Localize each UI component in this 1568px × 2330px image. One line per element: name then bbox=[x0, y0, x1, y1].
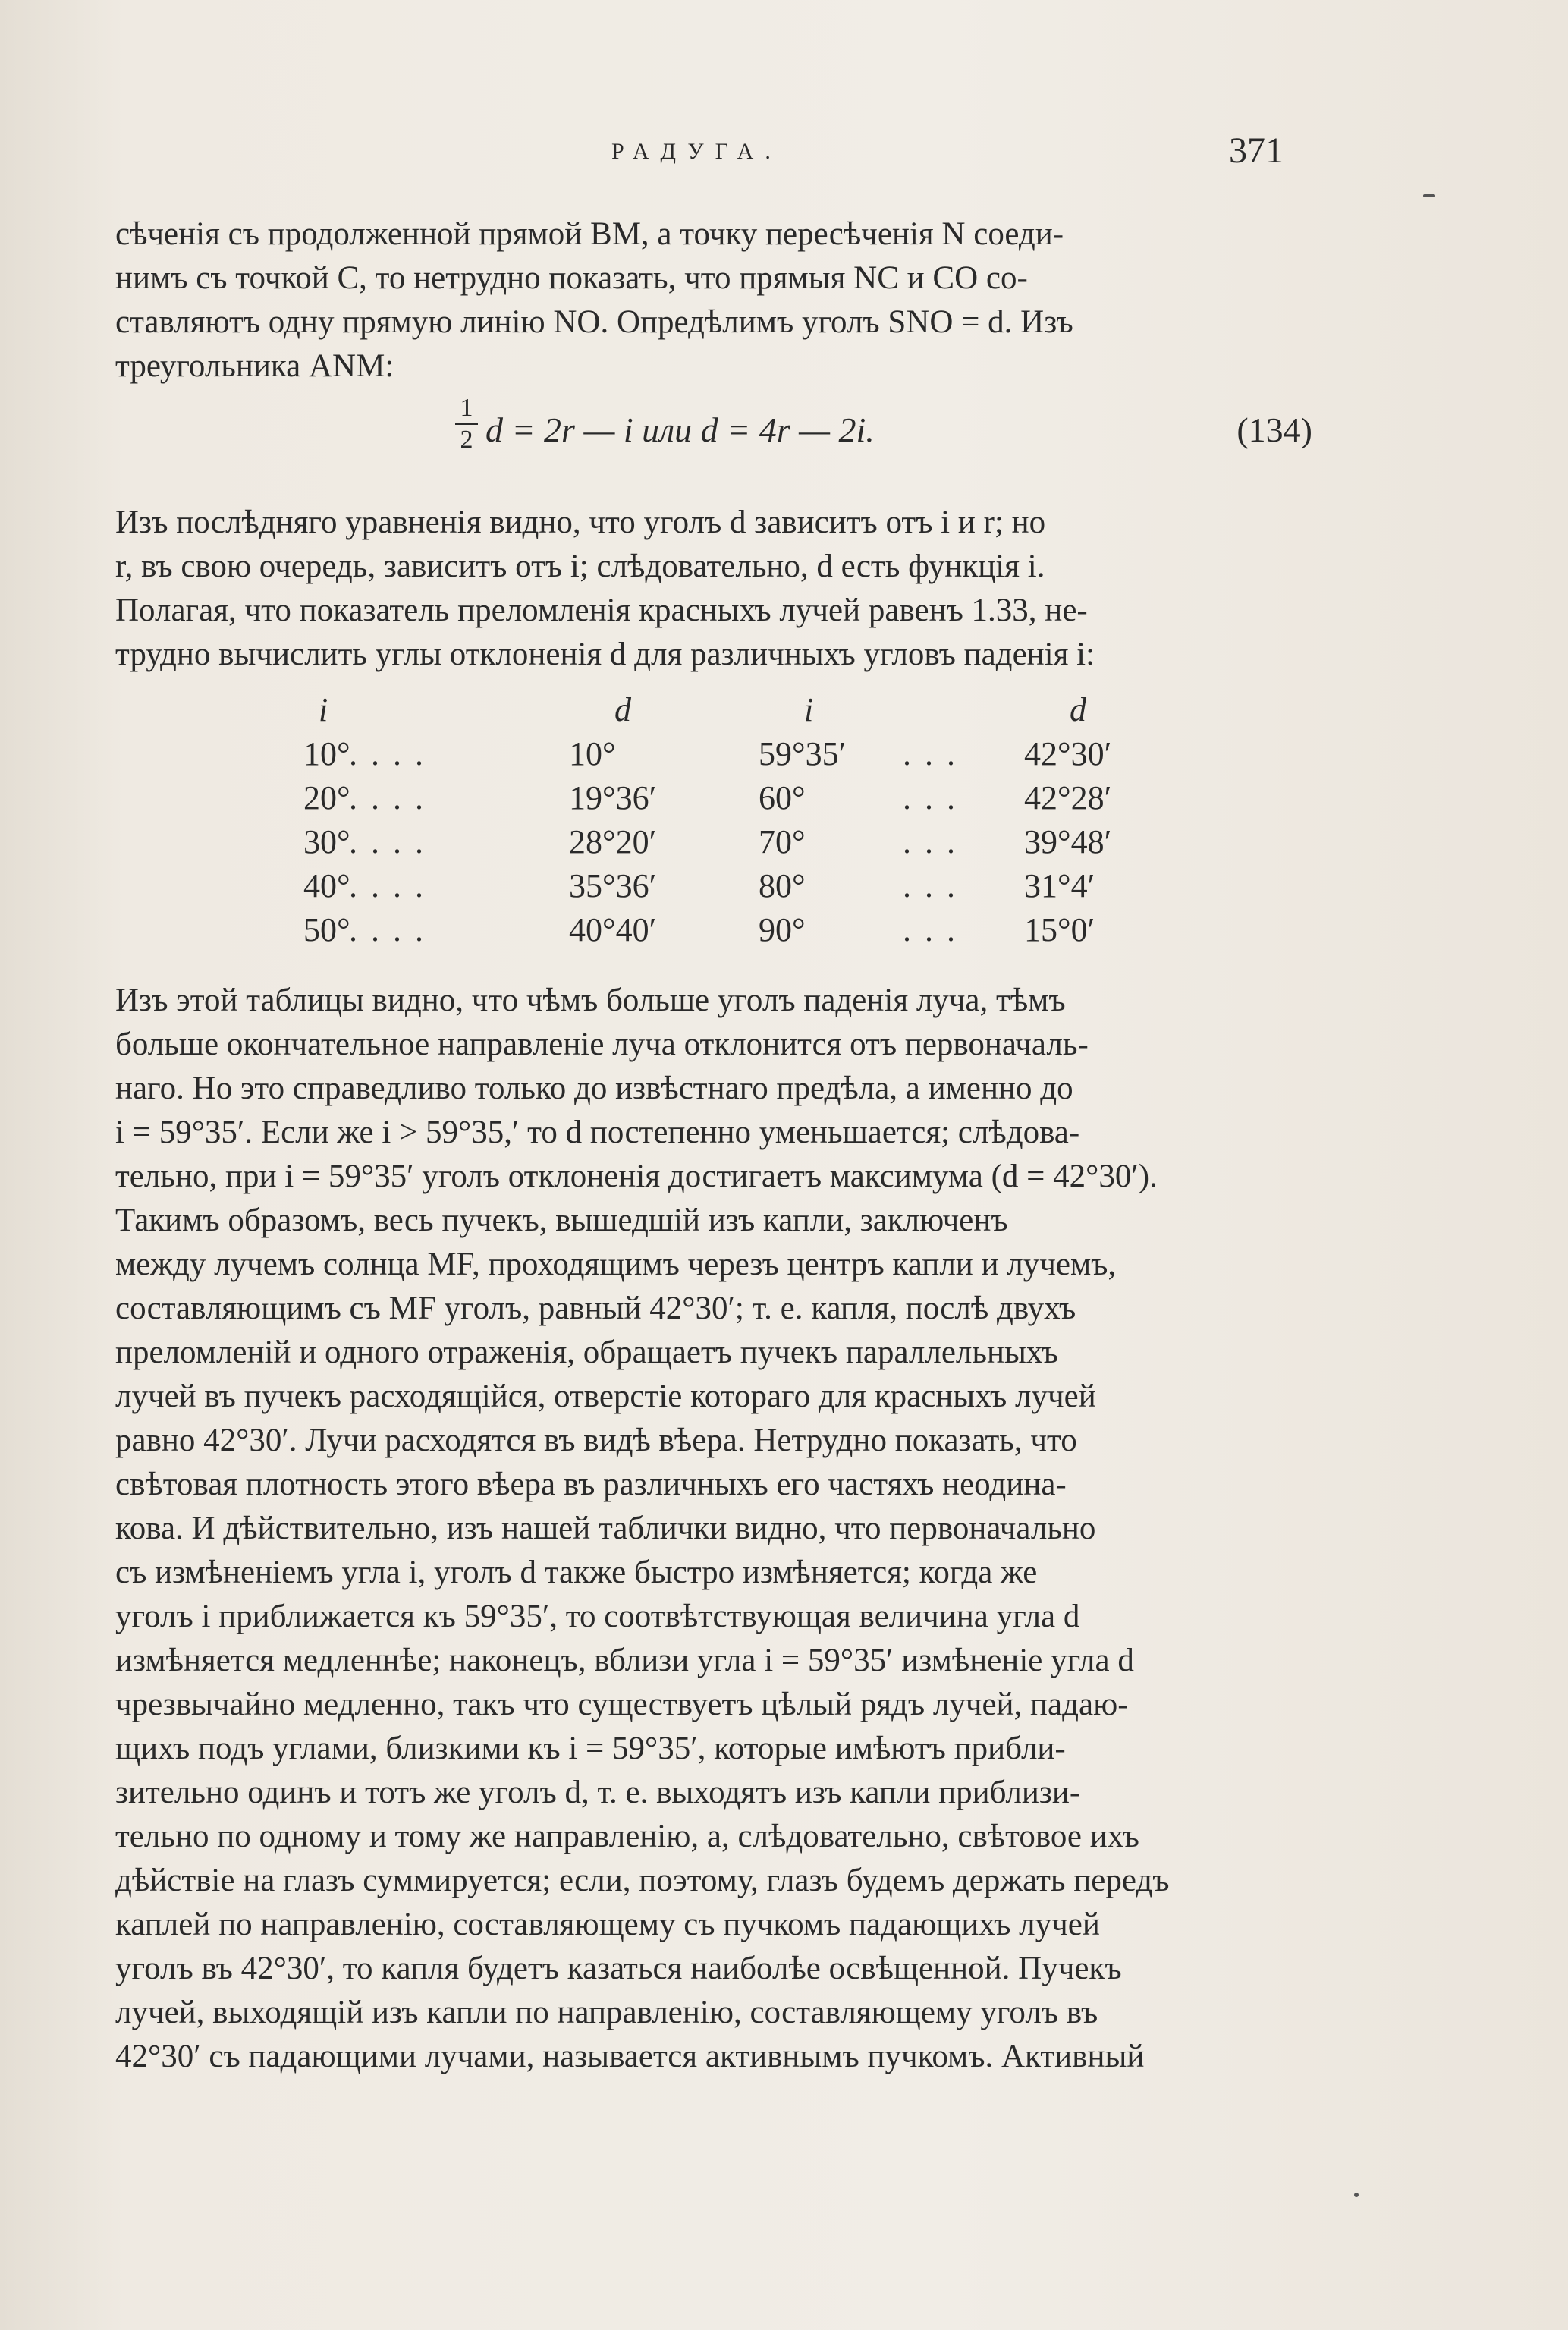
table-cell: 42°30′ bbox=[1024, 735, 1112, 772]
table-cell: 35°36′ bbox=[569, 867, 657, 904]
text-line: больше окончательное направленіе луча отклонится отъ первоначаль- bbox=[115, 1027, 1089, 1062]
fraction-bar bbox=[455, 423, 478, 425]
table-row bbox=[273, 778, 1183, 822]
table-cell: 10° bbox=[569, 735, 616, 772]
text-line: зительно одинъ и тотъ же уголъ d, т. е. выходятъ изъ капли приблизи- bbox=[115, 1775, 1081, 1810]
text-line: уголъ i приближается къ 59°35′, то соотвѣтствующая величина угла d bbox=[115, 1599, 1080, 1634]
table-dots: .... bbox=[349, 911, 437, 948]
table-header: d bbox=[1070, 691, 1086, 728]
table-dots: .... bbox=[349, 735, 437, 772]
page-number: 371 bbox=[1229, 130, 1284, 171]
table-cell: 80° bbox=[759, 867, 806, 904]
running-title: РАДУГА. bbox=[611, 139, 782, 164]
text-line: кова. И дѣйствительно, изъ нашей таблички видно, что первоначально bbox=[115, 1511, 1096, 1546]
text-line: измѣняется медленнѣе; наконецъ, вблизи угла i = 59°35′ измѣненіе угла d bbox=[115, 1643, 1134, 1678]
text-line: наго. Но это справедливо только до извѣстнаго предѣла, а именно до bbox=[115, 1071, 1073, 1106]
table-header: i bbox=[804, 691, 814, 728]
equation-134 bbox=[455, 395, 1312, 470]
page-header bbox=[0, 130, 1568, 184]
text-line: щихъ подъ углами, близкими къ i = 59°35′, которые имѣютъ прибли- bbox=[115, 1731, 1066, 1766]
table-dots: .... bbox=[349, 779, 437, 816]
text-line: тельно, при i = 59°35′ уголъ отклоненія достигаетъ максимума (d = 42°30′). bbox=[115, 1159, 1158, 1194]
table-header: i bbox=[319, 691, 328, 728]
fraction-numerator: 1 bbox=[460, 394, 473, 422]
table-dots: ... bbox=[903, 735, 969, 772]
table-row bbox=[273, 734, 1183, 778]
table-cell: 15°0′ bbox=[1024, 911, 1095, 948]
text-line: нимъ съ точкой C, то нетрудно показать, что прямыя NC и CO со- bbox=[115, 260, 1028, 296]
text-line: равно 42°30′. Лучи расходятся въ видѣ вѣера. Нетрудно показать, что bbox=[115, 1423, 1077, 1458]
paragraph-1 bbox=[115, 212, 1311, 388]
fraction bbox=[455, 395, 478, 454]
table-header: d bbox=[614, 691, 631, 728]
table-dots: .... bbox=[349, 867, 437, 904]
table-row bbox=[273, 866, 1183, 910]
fraction-denominator: 2 bbox=[460, 426, 473, 454]
table-cell: 39°48′ bbox=[1024, 823, 1112, 860]
text-line: треугольника ANM: bbox=[115, 348, 394, 384]
table-cell: 50° bbox=[303, 911, 350, 948]
text-line: лучей, выходящій изъ капли по направленію, составляющему уголъ въ bbox=[115, 1995, 1098, 2030]
text-line: дѣйствіе на глазъ суммируется; если, поэтому, глазъ будемъ держать передъ bbox=[115, 1863, 1170, 1898]
table-cell: 70° bbox=[759, 823, 806, 860]
table-cell: 30° bbox=[303, 823, 350, 860]
table-cell: 19°36′ bbox=[569, 779, 657, 816]
text-line: чрезвычайно медленно, такъ что существуетъ цѣлый рядъ лучей, падаю- bbox=[115, 1687, 1129, 1722]
table-cell: 59°35′ bbox=[759, 735, 847, 772]
paragraph-3 bbox=[115, 979, 1311, 2079]
scan-mark bbox=[1423, 194, 1435, 197]
table-cell: 10° bbox=[303, 735, 350, 772]
deflection-table bbox=[273, 690, 1183, 954]
text-line: составляющимъ съ MF уголъ, равный 42°30′; т. е. капля, послѣ двухъ bbox=[115, 1291, 1076, 1326]
table-row bbox=[273, 910, 1183, 954]
table-dots: ... bbox=[903, 911, 969, 948]
text-line: съ измѣненіемъ угла i, уголъ d также быстро измѣняется; когда же bbox=[115, 1555, 1038, 1590]
text-line: Изъ этой таблицы видно, что чѣмъ больше уголъ паденія луча, тѣмъ bbox=[115, 983, 1066, 1018]
text-line: ставляютъ одну прямую линію NO. Опредѣлимъ уголъ SNO = d. Изъ bbox=[115, 304, 1073, 340]
text-line: r, въ свою очередь, зависитъ отъ i; слѣдовательно, d есть функція i. bbox=[115, 549, 1045, 584]
table-cell: 42°28′ bbox=[1024, 779, 1112, 816]
text-line: i = 59°35′. Если же i > 59°35,′ то d постепенно уменьшается; слѣдова- bbox=[115, 1115, 1080, 1150]
table-cell: 90° bbox=[759, 911, 806, 948]
text-line: 42°30′ съ падающими лучами, называется активнымъ пучкомъ. Активный bbox=[115, 2039, 1145, 2074]
text-line: трудно вычислить углы отклоненія d для различныхъ угловъ паденія i: bbox=[115, 637, 1095, 672]
table-cell: 28°20′ bbox=[569, 823, 657, 860]
text-line: сѣченія съ продолженной прямой BM, а точку пересѣченія N соеди- bbox=[115, 216, 1064, 252]
text-line: Такимъ образомъ, весь пучекъ, вышедшій изъ капли, заключенъ bbox=[115, 1203, 1008, 1238]
table-cell: 31°4′ bbox=[1024, 867, 1095, 904]
text-line: свѣтовая плотность этого вѣера въ различныхъ его частяхъ неодина- bbox=[115, 1467, 1067, 1502]
table-cell: 40° bbox=[303, 867, 350, 904]
table-row bbox=[273, 822, 1183, 866]
table-dots: ... bbox=[903, 779, 969, 816]
table-dots: ... bbox=[903, 823, 969, 860]
text-line: Полагая, что показатель преломленія красныхъ лучей равенъ 1.33, не- bbox=[115, 593, 1088, 628]
table-header-row bbox=[273, 690, 1183, 734]
text-line: Изъ послѣдняго уравненія видно, что уголъ d зависитъ отъ i и r; но bbox=[115, 505, 1046, 540]
text-line: тельно по одному и тому же направленію, а, слѣдовательно, свѣтовое ихъ bbox=[115, 1819, 1139, 1854]
table-cell: 60° bbox=[759, 779, 806, 816]
equation-number: (134) bbox=[1236, 410, 1312, 449]
scan-mark bbox=[1354, 2193, 1359, 2197]
text-line: преломленій и одного отраженія, обращаетъ пучекъ параллельныхъ bbox=[115, 1335, 1058, 1370]
table-dots: .... bbox=[349, 823, 437, 860]
paragraph-2 bbox=[115, 501, 1311, 677]
text-line: уголъ въ 42°30′, то капля будетъ казаться наиболѣе освѣщенной. Пучекъ bbox=[115, 1951, 1122, 1986]
text-line: лучей въ пучекъ расходящійся, отверстіе котораго для красныхъ лучей bbox=[115, 1379, 1096, 1414]
text-line: между лучемъ солнца MF, проходящимъ черезъ центръ капли и лучемъ, bbox=[115, 1247, 1117, 1282]
table-cell: 20° bbox=[303, 779, 350, 816]
table-dots: ... bbox=[903, 867, 969, 904]
equation-body: d = 2r — i или d = 4r — 2i. bbox=[485, 410, 875, 449]
table-cell: 40°40′ bbox=[569, 911, 657, 948]
text-line: каплей по направленію, составляющему съ пучкомъ падающихъ лучей bbox=[115, 1907, 1100, 1942]
